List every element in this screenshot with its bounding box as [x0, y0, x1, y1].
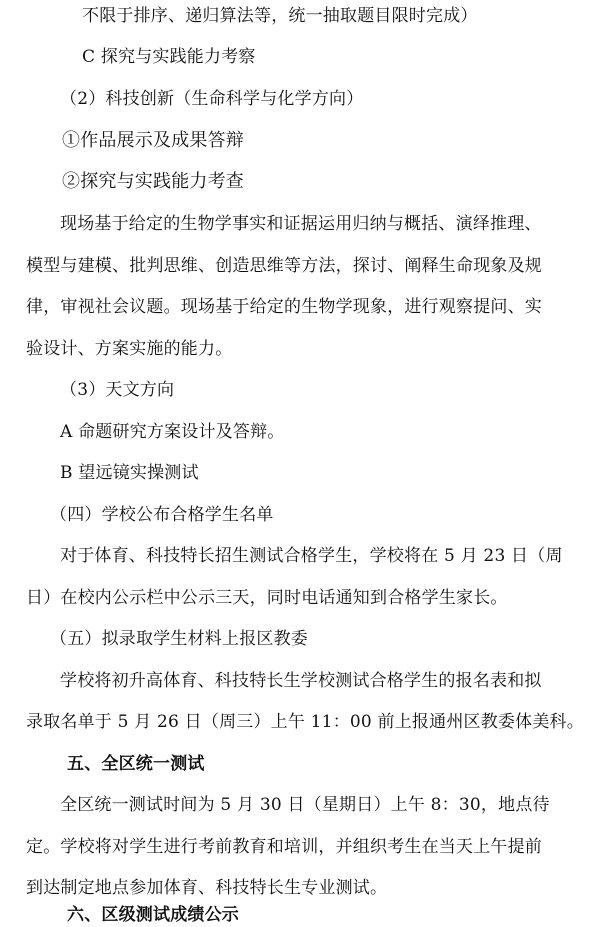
text-line-17: 学校将初升高体育、科技特长生学校测试合格学生的报名表和拟 — [60, 671, 542, 691]
text-line-10: （3）天文方向 — [60, 380, 175, 400]
text-line-5: ②探究与实践能力考查 — [62, 171, 244, 192]
text-line-3: （2）科技创新（生命科学与化学方向） — [60, 89, 364, 109]
text-line-2: C 探究与实践能力考察 — [82, 47, 256, 67]
text-line-16: （五）拟录取学生材料上报区教委 — [50, 629, 308, 649]
text-line-12: B 望远镜实操测试 — [60, 463, 199, 483]
text-line-8: 律，审视社会议题。现场基于给定的生物学现象，进行观察提问、实 — [26, 297, 542, 317]
text-line-11: A 命题研究方案设计及答辩。 — [60, 422, 285, 442]
text-line-18: 录取名单于 5 月 26 日（周三）上午 11：00 前上报通州区教委体美科。 — [26, 712, 584, 732]
text-line-15: 日）在校内公示栏中公示三天，同时电话通知到合格学生家长。 — [26, 588, 508, 608]
section-heading-6: 六、区级测试成绩公示 — [67, 905, 239, 925]
text-line-7: 模型与建模、批判思维、创造思维等方法，探讨、阐释生命现象及规 — [26, 256, 542, 276]
text-line-22: 到达制定地点参加体育、科技特长生专业测试。 — [26, 878, 388, 898]
text-line-21: 定。学校将对学生进行考前教育和培训，并组织考生在当天上午提前 — [26, 837, 542, 857]
text-line-1: 不限于排序、递归算法等，统一抽取题目限时完成） — [82, 6, 478, 26]
text-line-4: ①作品展示及成果答辩 — [62, 130, 244, 151]
text-line-9: 验设计、方案实施的能力。 — [26, 339, 233, 359]
text-line-14: 对于体育、科技特长招生测试合格学生，学校将在 5 月 23 日（周 — [60, 546, 563, 566]
text-line-6: 现场基于给定的生物学事实和证据运用归纳与概括、演绎推理、 — [60, 214, 542, 234]
text-line-20: 全区统一测试时间为 5 月 30 日（星期日）上午 8：30，地点待 — [60, 795, 550, 815]
section-heading-5: 五、全区统一测试 — [67, 754, 205, 774]
text-line-13: （四）学校公布合格学生名单 — [50, 505, 274, 525]
